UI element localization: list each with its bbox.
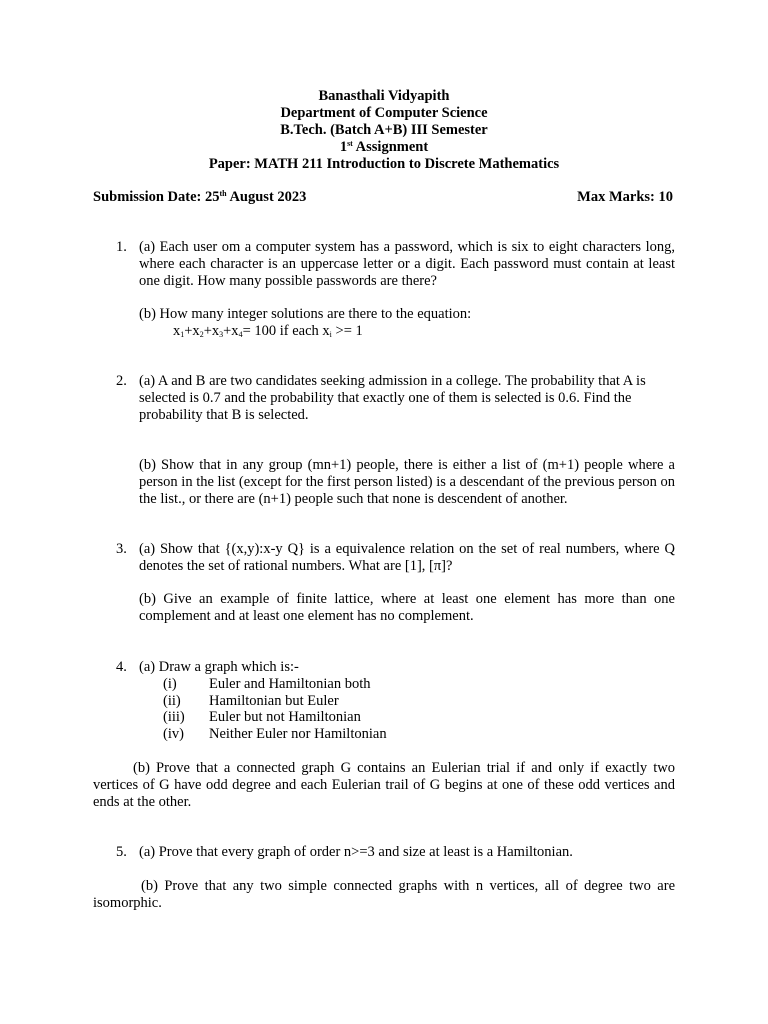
- question-3a: (a) Show that {(x,y):x-y Q} is a equivalence relation on the set of real numbers, where Q denotes the set of rational numbers. What are [1], [π]?: [139, 541, 675, 574]
- list-marker: (ii): [163, 693, 181, 709]
- list-item: Hamiltonian but Euler: [209, 693, 339, 709]
- list-marker: (iii): [163, 709, 185, 725]
- assignment-title: [0, 139, 768, 156]
- eq-subscript: 3: [219, 330, 224, 339]
- eq-subscript: 2: [199, 330, 204, 339]
- eq-subscript: 1: [180, 330, 185, 339]
- question-5b: (b) Prove that any two simple connected graphs with n vertices, all of degree two are isomorphic.: [93, 878, 675, 911]
- eq-term: x: [173, 323, 181, 339]
- list-item: Euler but not Hamiltonian: [209, 709, 361, 725]
- eq-subscript: 4: [238, 330, 243, 339]
- max-marks: Max Marks: 10: [577, 189, 673, 205]
- eq-term: >= 1: [331, 323, 363, 339]
- question-4a: (a) Draw a graph which is:-: [139, 659, 299, 675]
- eq-term: +x: [203, 323, 220, 339]
- list-marker: (iv): [163, 726, 184, 742]
- institution-name: Banasthali Vidyapith: [318, 88, 450, 104]
- eq-term: +x: [184, 323, 200, 339]
- question-5a: (a) Prove that every graph of order n>=3 and size at least is a Hamiltonian.: [139, 844, 573, 860]
- submission-date: [93, 189, 306, 206]
- program-name: B.Tech. (Batch A+B) III Semester: [280, 122, 488, 138]
- assignment-label: Assignment: [352, 139, 429, 155]
- question-4-number: 4.: [116, 659, 127, 675]
- question-1b: (b) How many integer solutions are there to the equation:: [139, 306, 472, 322]
- eq-subscript: i: [329, 330, 332, 339]
- list-item: Neither Euler nor Hamiltonian: [209, 726, 387, 742]
- assignment-number: 1: [339, 139, 348, 155]
- question-1a: (a) Each user om a computer system has a password, which is six to eight characters long, where each character is an uppercase letter or a digit. Each password must contain at least one digit. How many possible passwords are there?: [139, 239, 675, 289]
- submission-line: [93, 189, 673, 206]
- question-5-number: 5.: [116, 844, 127, 860]
- submission-date-ordinal: th: [219, 189, 227, 198]
- document-header: [0, 88, 768, 173]
- department-name: Department of Computer Science: [280, 105, 488, 121]
- eq-term: = 100 if each x: [242, 323, 330, 339]
- question-3b: (b) Give an example of finite lattice, where at least one element has more than one complement and at least one element has no complement.: [139, 591, 675, 624]
- assignment-ordinal: st: [347, 139, 353, 148]
- question-3-number: 3.: [116, 541, 127, 557]
- paper-title: Paper: MATH 211 Introduction to Discrete Mathematics: [208, 156, 560, 172]
- eq-term: +x: [223, 323, 239, 339]
- submission-date-rest: August 2023: [226, 189, 307, 205]
- question-2b: (b) Show that in any group (mn+1) people, there is either a list of (m+1) people where a person in the list (except for the first person listed) is a descendant of the previous person on the list., or there are (n+1) people such that none is descendent of another.: [139, 457, 675, 507]
- question-1-number: 1.: [116, 239, 127, 255]
- submission-date-prefix: Submission Date: 25: [93, 189, 220, 205]
- question-2-number: 2.: [116, 373, 127, 389]
- question-2a: (a) A and B are two candidates seeking admission in a college. The probability that A is selected is 0.7 and the probability that exactly one of them is selected is 0.6. Find the probability that B is selected.: [139, 373, 646, 423]
- list-marker: (i): [163, 676, 177, 692]
- list-item: Euler and Hamiltonian both: [209, 676, 371, 692]
- question-1b-equation: [173, 323, 573, 340]
- question-4b: (b) Prove that a connected graph G contains an Eulerian trial if and only if exactly two vertices of G have odd degree and each Eulerian trail of G begins at one of these odd vertices and ends at the other.: [93, 760, 675, 810]
